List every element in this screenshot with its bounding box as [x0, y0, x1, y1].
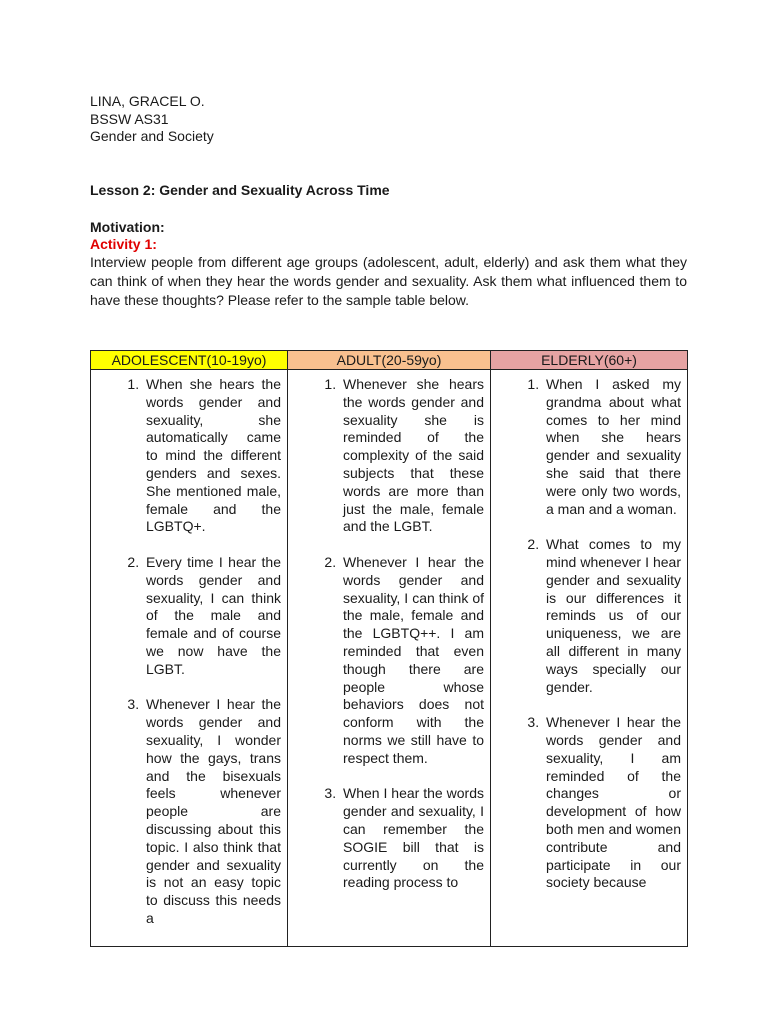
adolescent-cell	[91, 370, 288, 947]
elderly-answers	[491, 376, 681, 892]
list-item: 1. When I asked my grandma about what comes to her mind when she hears gender and sexuality she said that there were only two words, a man and a woman.	[543, 376, 681, 518]
table-header-row	[91, 351, 688, 370]
list-item: 3. Whenever I hear the words gender and sexuality, I wonder how the gays, trans and the bisexuals feels whenever people are discussing about this topic. I also think that gender and sexuality is not an easy topic to discuss this needs a	[143, 696, 281, 927]
activity-heading: Activity 1:	[90, 236, 157, 252]
student-section: BSSW AS31	[90, 110, 169, 127]
interview-table	[90, 350, 688, 947]
list-item: 3. When I hear the words gender and sexuality, I can remember the SOGIE bill that is currently on the reading process to	[340, 785, 484, 892]
adult-answers	[288, 376, 484, 892]
activity-instructions: Interview people from different age groups (adolescent, adult, elderly) and ask them what they can think of when they hear the words gender and sexuality. Ask them what influenced them to have these thoughts? Please refer to the sample table below.	[90, 254, 687, 308]
header-adolescent: ADOLESCENT(10-19yo)	[91, 351, 288, 370]
header-adult: ADULT(20-59yo)	[288, 351, 491, 370]
table-row	[91, 370, 688, 947]
list-item: 1. Whenever she hears the words gender and sexuality she is reminded of the complexity of the said subjects that these words are more than just the male, female and the LGBT.	[340, 376, 484, 536]
lesson-title: Lesson 2: Gender and Sexuality Across Time	[90, 182, 390, 198]
student-name: LINA, GRACEL O.	[90, 93, 205, 109]
list-item: 1. When she hears the words gender and sexuality, she automatically came to mind the different genders and sexes. She mentioned male, female and the LGBTQ+.	[143, 376, 281, 536]
adult-cell	[288, 370, 491, 947]
header-elderly: ELDERLY(60+)	[491, 351, 688, 370]
course-name: Gender and Society	[90, 128, 214, 144]
list-item: 2. Every time I hear the words gender and sexuality, I can think of the male and female and of course we now have the LGBT.	[143, 554, 281, 679]
list-item: 3. Whenever I hear the words gender and sexuality, I am reminded of the changes or development of how both men and women contribute and participate in our society because	[543, 714, 681, 892]
elderly-cell	[491, 370, 688, 947]
student-info	[90, 93, 214, 146]
motivation-heading: Motivation:	[90, 219, 165, 235]
list-item: 2. Whenever I hear the words gender and sexuality, I can think of the male, female and the LGBTQ++. I am reminded that even though there are people whose behaviors does not conform with the norms we still have to respect them.	[340, 554, 484, 768]
adolescent-answers	[91, 376, 281, 928]
list-item: 2. What comes to my mind whenever I hear gender and sexuality is our differences it reminds us of our uniqueness, we are all different in many ways specially our gender.	[543, 536, 681, 696]
